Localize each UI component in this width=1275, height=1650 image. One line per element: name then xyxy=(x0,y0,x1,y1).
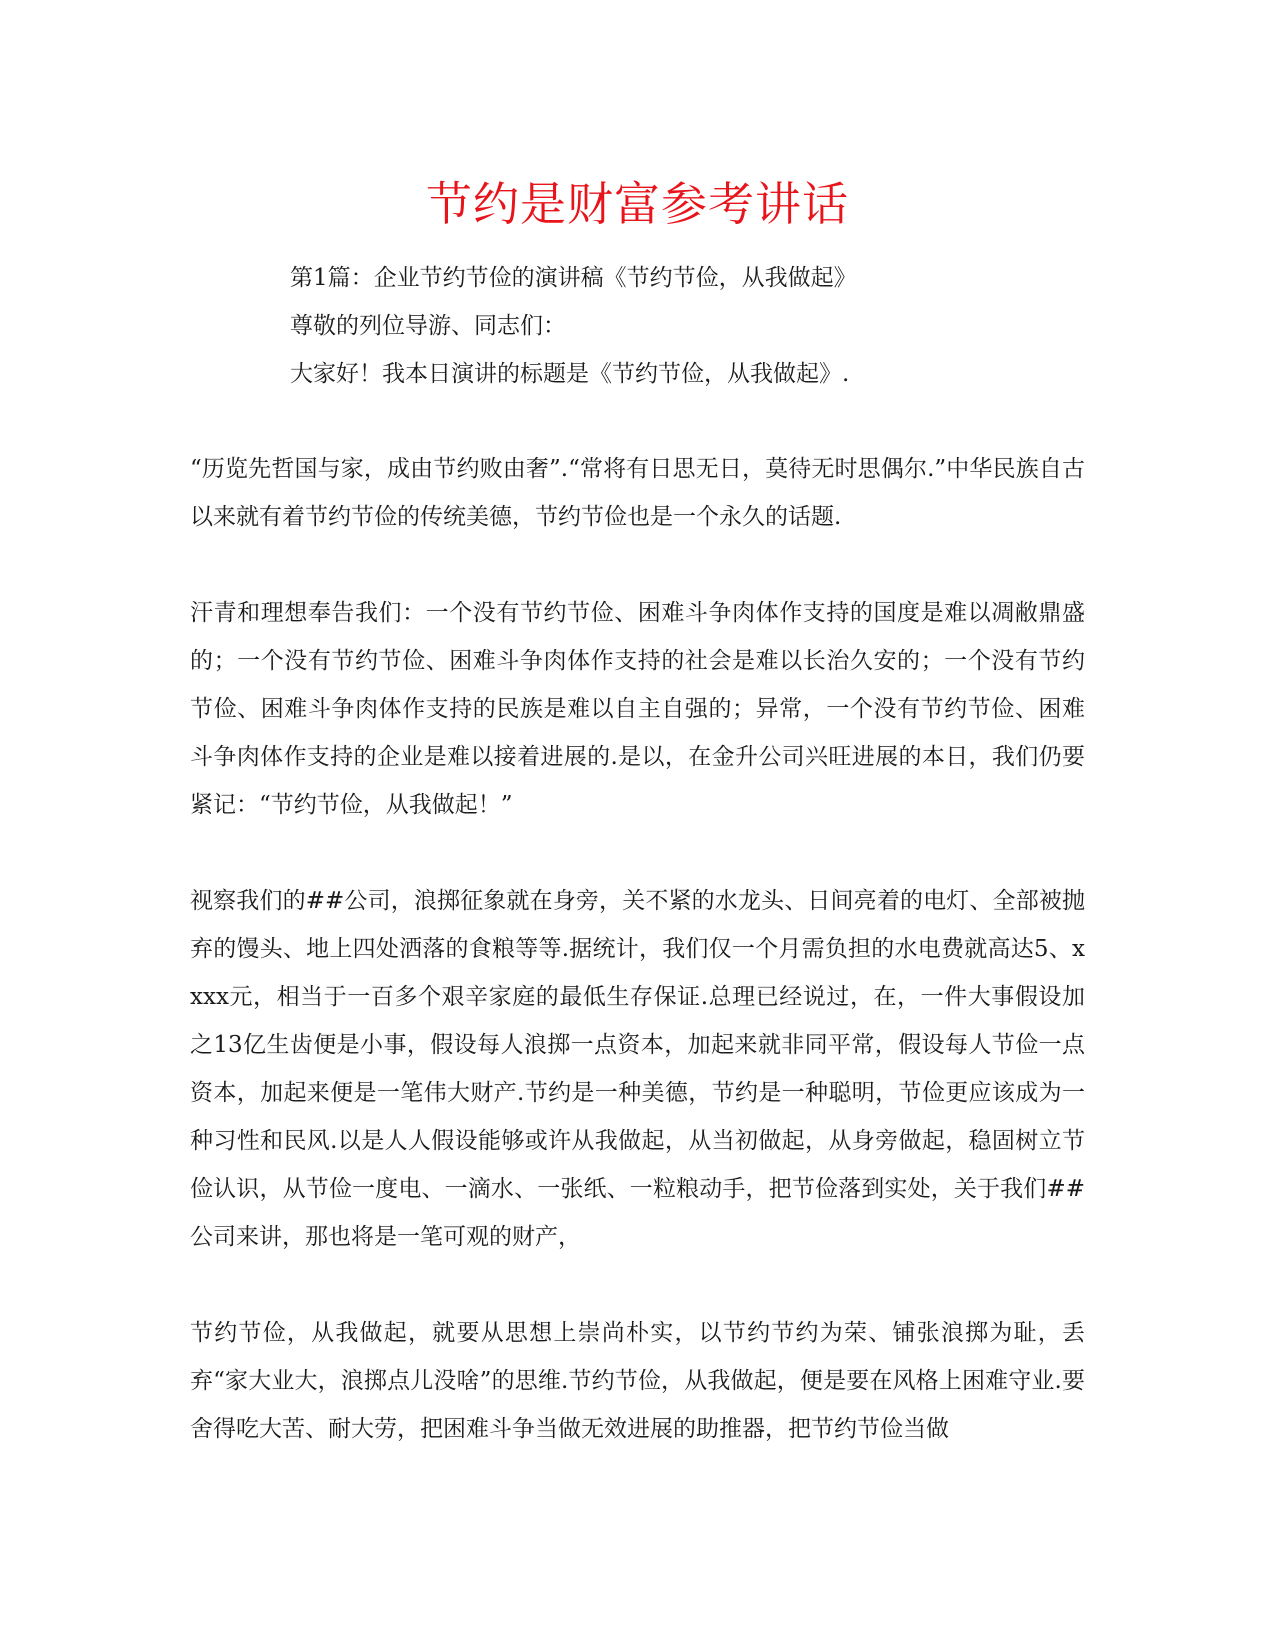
intro-line-heading: 第1篇：企业节约节俭的演讲稿《节约节俭，从我做起》 xyxy=(290,265,857,291)
document-title: 节约是财富参考讲话 xyxy=(426,177,849,231)
intro-line-greeting: 大家好！我本日演讲的标题是《节约节俭，从我做起》. xyxy=(290,361,850,387)
paragraph-4: 节约节俭，从我做起，就要从思想上崇尚朴实，以节约节约为荣、铺张浪掷为耻，丢弃“家大业大，浪掷点儿没啥”的思维.节约节俭，从我做起，便是要在风格上困难守业.要舍得吃大苦、耐大劳，把困难斗争当做无效进展的助推器，把节约节俭当做 xyxy=(190,1320,1085,1442)
intro-line-salutation: 尊敬的列位导游、同志们： xyxy=(290,313,566,339)
paragraph-3: 视察我们的##公司，浪掷征象就在身旁，关不紧的水龙头、日间亮着的电灯、全部被抛弃的馒头、地上四处洒落的食粮等等.据统计，我们仅一个月需负担的水电费就高达5、xxxx元，相当于一百多个艰辛家庭的最低生存保证.总理已经说过，在，一件大事假设加之13亿生齿便是小事，假设每人浪掷一点资本，加起来就非同平常，假设每人节俭一点资本，加起来便是一笔伟大财产.节约是一种美德，节约是一种聪明，节俭更应该成为一种习性和民风.以是人人假设能够或许从我做起，从当初做起，从身旁做起，稳固树立节俭认识，从节俭一度电、一滴水、一张纸、一粒粮动手，把节俭落到实处，关于我们##公司来讲，那也将是一笔可观的财产， xyxy=(190,888,1085,1250)
paragraph-2: 汗青和理想奉告我们：一个没有节约节俭、困难斗争肉体作支持的国度是难以凋敝鼎盛的；一个没有节约节俭、困难斗争肉体作支持的社会是难以长治久安的；一个没有节约节俭、困难斗争肉体作支持的民族是难以自主自强的；异常，一个没有节约节俭、困难斗争肉体作支持的企业是难以接着进展的.是以，在金升公司兴旺进展的本日，我们仍要紧记：“节约节俭，从我做起！” xyxy=(190,600,1085,818)
document-body xyxy=(190,445,1085,1501)
intro-block xyxy=(290,254,1190,398)
paragraph-1: “历览先哲国与家，成由节约败由奢”.“常将有日思无日，莫待无时思偶尔.”中华民族自古以来就有着节约节俭的传统美德，节约节俭也是一个永久的话题. xyxy=(190,456,1085,530)
